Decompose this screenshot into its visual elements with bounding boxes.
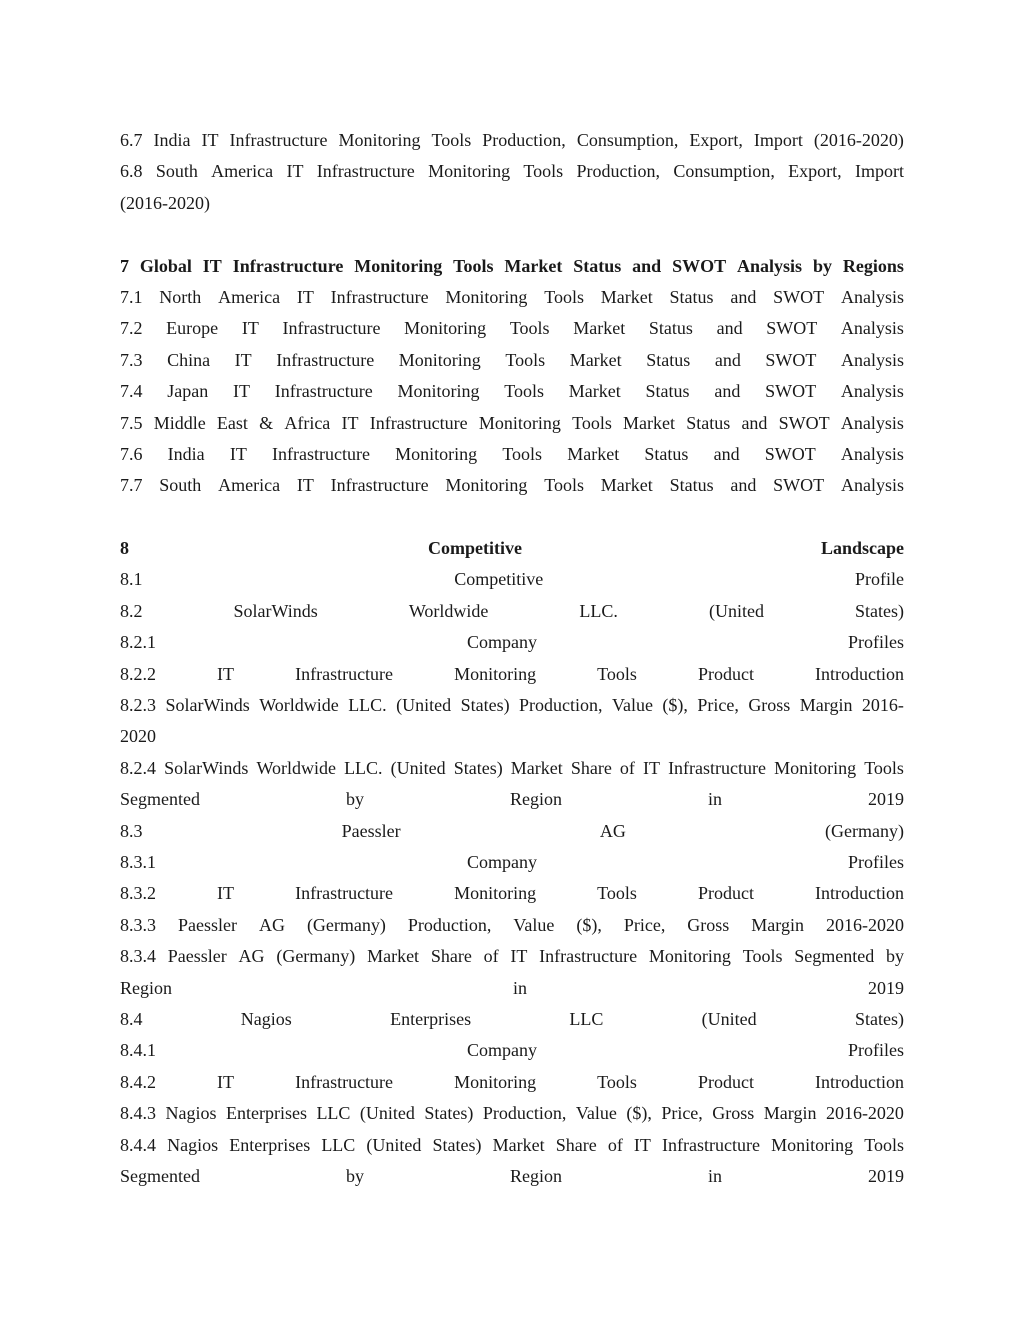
toc-line: Segmented by Region in 2019 [120,1165,904,1186]
toc-line: 7.6 India IT Infrastructure Monitoring Tools Market Status and SWOT Analysis [120,443,904,464]
toc-line: 7.3 China IT Infrastructure Monitoring Tools Market Status and SWOT Analysis [120,349,904,370]
toc-line: 6.8 South America IT Infrastructure Monitoring Tools Production, Consumption, Export, Import [120,161,904,182]
toc-line: 7.1 North America IT Infrastructure Monitoring Tools Market Status and SWOT Analysis [120,286,904,307]
toc-line: 7.5 Middle East & Africa IT Infrastructure Monitoring Tools Market Status and SWOT Analysis [120,412,904,433]
toc-line: 8.4.3 Nagios Enterprises LLC (United States) Production, Value ($), Price, Gross Margin 2016-2020 [120,1103,904,1124]
toc-line: 7.2 Europe IT Infrastructure Monitoring Tools Market Status and SWOT Analysis [120,318,904,339]
toc-line: 8.4.1 Company Profiles [120,1040,904,1061]
toc-line: 8.2.1 Company Profiles [120,632,904,653]
toc-line: 8.4 Nagios Enterprises LLC (United States) [120,1008,904,1029]
toc-line: 8.4.2 IT Infrastructure Monitoring Tools Product Introduction [120,1071,904,1092]
toc-line: 8.1 Competitive Profile [120,569,904,590]
toc-line: (2016-2020) [120,192,210,213]
toc-line: 2020 [120,726,156,747]
section-heading: 7 Global IT Infrastructure Monitoring Tools Market Status and SWOT Analysis by Regions [120,255,904,276]
toc-line: 8.2 SolarWinds Worldwide LLC. (United States) [120,600,904,621]
toc-line: 8.3 Paessler AG (Germany) [120,820,904,841]
toc-line: 8.3.2 IT Infrastructure Monitoring Tools Product Introduction [120,883,904,904]
section-heading: 8 Competitive Landscape [120,538,904,559]
toc-line: 8.3.1 Company Profiles [120,851,904,872]
toc-line: 8.4.4 Nagios Enterprises LLC (United States) Market Share of IT Infrastructure Monitoring Tools [120,1134,904,1155]
toc-line: 8.2.3 SolarWinds Worldwide LLC. (United States) Production, Value ($), Price, Gross Margin 2016- [120,695,904,716]
toc-line: 6.7 India IT Infrastructure Monitoring Tools Production, Consumption, Export, Import (2016-2020) [120,130,904,150]
blank-line [120,502,904,533]
toc-line: 7.7 South America IT Infrastructure Monitoring Tools Market Status and SWOT Analysis [120,475,904,496]
toc-line: Segmented by Region in 2019 [120,789,904,810]
toc-line: 8.3.4 Paessler AG (Germany) Market Share of IT Infrastructure Monitoring Tools Segmented by [120,946,904,967]
blank-line [120,219,904,250]
toc-line: Region in 2019 [120,977,904,998]
document-page [120,125,904,1192]
toc-line: 8.2.4 SolarWinds Worldwide LLC. (United States) Market Share of IT Infrastructure Monitoring Tools [120,757,904,778]
toc-line: 8.2.2 IT Infrastructure Monitoring Tools Product Introduction [120,663,904,684]
toc-line: 7.4 Japan IT Infrastructure Monitoring Tools Market Status and SWOT Analysis [120,381,904,402]
toc-line: 8.3.3 Paessler AG (Germany) Production, Value ($), Price, Gross Margin 2016-2020 [120,914,904,935]
